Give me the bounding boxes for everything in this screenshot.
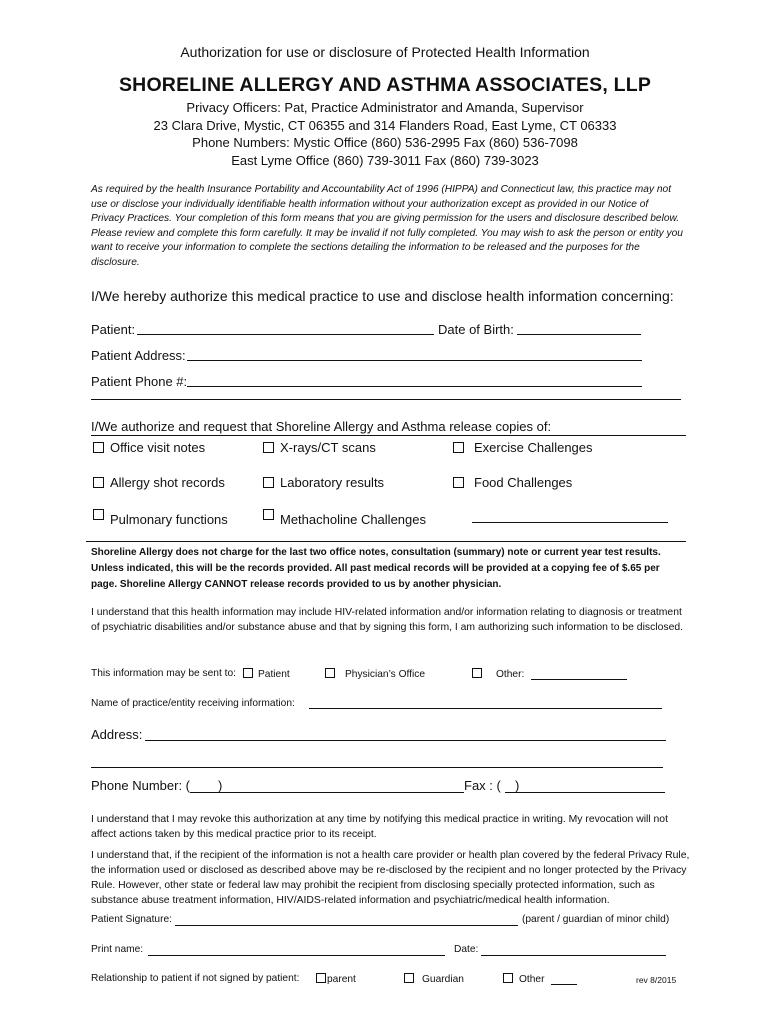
practice-address: 23 Clara Drive, Mystic, CT 06355 and 314 Flanders Road, East Lyme, CT 06333 (153, 118, 617, 133)
checkbox[interactable] (243, 668, 253, 678)
authorize-statement: I/We hereby authorize this medical practice to use and disclose health information concerning: (91, 288, 674, 304)
checkbox[interactable] (472, 668, 482, 678)
print-name-field[interactable] (148, 955, 445, 956)
sent-to-physician[interactable]: Physician’s Office (325, 668, 425, 680)
date-label: Date: (454, 944, 479, 955)
recipient-phone-label: Phone Number: ( (91, 778, 190, 793)
checkbox[interactable] (263, 509, 274, 520)
checkbox[interactable] (263, 477, 274, 488)
hiv-notice: I understand that this health information may include HIV-related information and/or information relating to diagnosis or treatment of psychiatric disabilities and/or substance abuse and that by signing this form, I am authorizing such information to be disclosed. (91, 607, 684, 634)
recipient-fax-label: Fax : ( (464, 778, 501, 793)
recipient-address-label: Address: (91, 727, 143, 742)
recipient-phone-field[interactable] (190, 792, 464, 793)
privacy-officers: Privacy Officers: Pat, Practice Administrator and Amanda, Supervisor (186, 100, 584, 115)
checkbox[interactable] (404, 973, 414, 983)
divider (86, 541, 686, 542)
checkbox[interactable] (503, 973, 513, 983)
patient-address-field[interactable] (187, 360, 642, 361)
practice-title: SHORELINE ALLERGY AND ASTHMA ASSOCIATES, LLP (118, 74, 652, 96)
option-food-challenges[interactable]: Food Challenges (453, 475, 572, 490)
patient-name-field[interactable] (137, 334, 434, 335)
recipient-name-label: Name of practice/entity receiving information: (91, 698, 295, 709)
relationship-guardian[interactable]: Guardian (404, 973, 464, 985)
signature-suffix: (parent / guardian of minor child) (522, 914, 670, 925)
sent-to-label: This information may be sent to: (91, 668, 236, 679)
signature-label: Patient Signature: (91, 914, 172, 925)
other-record-field[interactable] (472, 522, 668, 523)
checkbox[interactable] (316, 973, 326, 983)
patient-phone-field[interactable] (187, 386, 642, 387)
checkbox[interactable] (93, 442, 104, 453)
signature-field[interactable] (175, 925, 518, 926)
dob-field[interactable] (517, 334, 641, 335)
recipient-fax-close: ) (515, 778, 520, 793)
release-heading: I/We authorize and request that Shoreline Allergy and Asthma release copies of: (91, 419, 552, 434)
checkbox[interactable] (263, 442, 274, 453)
recipient-address-field[interactable] (145, 740, 666, 741)
recipient-phone-close: ) (218, 778, 223, 793)
redisclose-notice: I understand that, if the recipient of the information is not a health care provider or health plan covered by the federal Privacy Rule, the information used or disclosed as described above may be re-disclosed by the recipient and no longer protected by the Privacy Rule. However, other state or federal law may prohibit the recipient from disclosing specially protected information, such as substance abuse treatment information, HIV/AIDS-related information and psychiatric/medical health information. (91, 850, 690, 906)
revision-label: rev 8/2015 (636, 975, 677, 985)
date-field[interactable] (481, 955, 666, 956)
patient-phone-label: Patient Phone #: (91, 374, 188, 389)
checkbox[interactable] (93, 509, 104, 520)
eastlyme-phones: East Lyme Office (860) 739-3011 Fax (860) 739-3023 (231, 153, 539, 168)
option-exercise-challenges[interactable]: Exercise Challenges (453, 440, 593, 455)
divider (91, 399, 681, 400)
patient-address-label: Patient Address: (91, 348, 186, 363)
sent-to-other[interactable]: Other: (472, 668, 524, 680)
option-allergy-shot-records[interactable]: Allergy shot records (93, 475, 225, 490)
form-subtitle: Authorization for use or disclosure of Protected Health Information (180, 44, 590, 60)
fee-notice: Shoreline Allergy does not charge for the last two office notes, consultation (summary) note or current year test results. Unless indicated, this will be the records provided. All past medical records will be provided at a copying fee of $.65 per page. Shoreline Allergy CANNOT release records provided to us by another physician. (91, 547, 661, 590)
option-xrays[interactable]: X-rays/CT scans (263, 440, 376, 455)
relationship-other[interactable]: Other (503, 973, 544, 985)
sent-to-other-field[interactable] (531, 679, 627, 680)
print-name-label: Print name: (91, 944, 144, 955)
relationship-parent[interactable]: parent (316, 973, 356, 985)
option-laboratory-results[interactable]: Laboratory results (263, 475, 384, 490)
checkbox[interactable] (325, 668, 335, 678)
patient-label: Patient: (91, 322, 136, 337)
mystic-phones: Phone Numbers: Mystic Office (860) 536-2995 Fax (860) 536-7098 (192, 135, 578, 150)
hipaa-intro: As required by the health Insurance Portability and Accountability Act of 1996 (HIPPA) and Connecticut law, this practice may not use or disclose your individually identifiable health information without your authorization except as provided in our Notice of Privacy Practices. Your completion of this form means that you are giving permission for the users and disclosure described below. Please review and complete this form carefully. It may be invalid if not fully completed. You may wish to ask the person or entity you want to receive your information to complete the sections detailing the information to be released and the purposes for the disclosure. (91, 184, 683, 268)
recipient-fax-field[interactable] (505, 792, 665, 793)
option-methacholine-challenges[interactable]: Methacholine Challenges (263, 509, 426, 527)
checkbox[interactable] (453, 477, 464, 488)
revoke-notice: I understand that I may revoke this authorization at any time by notifying this medical practice in writing. My revocation will not affect actions taken by this medical practice prior to its receipt. (91, 814, 668, 840)
option-office-visit-notes[interactable]: Office visit notes (93, 440, 205, 455)
relationship-other-field[interactable] (551, 984, 577, 985)
dob-label: Date of Birth: (438, 322, 514, 337)
divider (91, 435, 686, 436)
checkbox[interactable] (453, 442, 464, 453)
sent-to-patient[interactable]: Patient (243, 668, 290, 680)
recipient-address-field-2[interactable] (91, 767, 663, 768)
option-pulmonary-functions[interactable]: Pulmonary functions (93, 509, 228, 527)
checkbox[interactable] (93, 477, 104, 488)
relationship-label: Relationship to patient if not signed by patient: (91, 973, 300, 984)
recipient-name-field[interactable] (309, 708, 662, 709)
